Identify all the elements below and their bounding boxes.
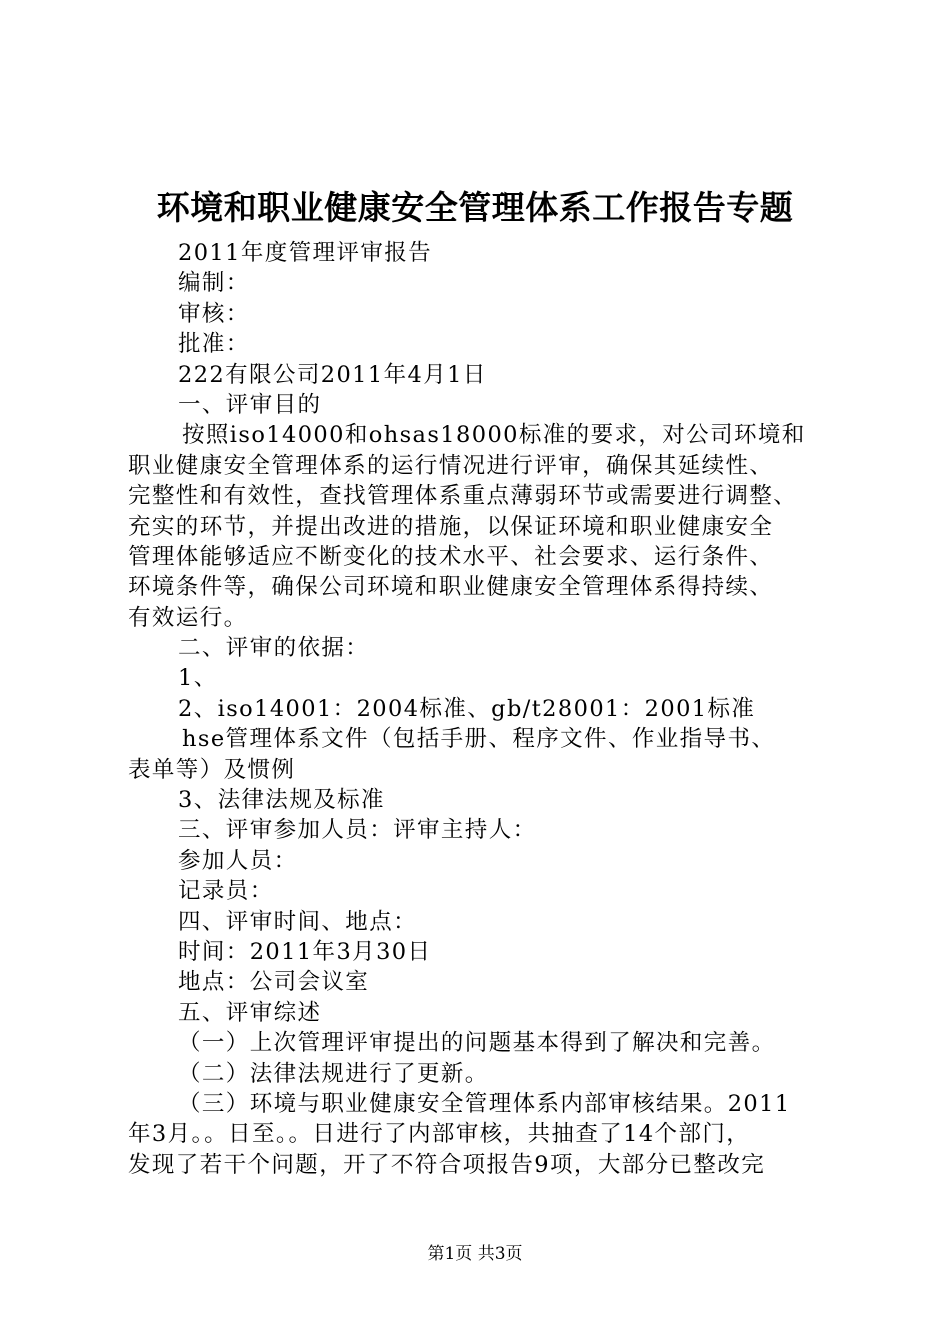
paragraph-line: 年3月。。日至。。日进行了内部审核，共抽查了14个部门， xyxy=(128,1121,751,1148)
paragraph-line: 职业健康安全管理体系的运行情况进行评审，确保其延续性、 xyxy=(128,452,774,479)
section-heading: 三、评审参加人员：评审主持人： xyxy=(178,817,537,844)
summary-item: （三）环境与职业健康安全管理体系内部审核结果。2011 xyxy=(178,1090,791,1117)
time-line: 时间：2011年3月30日 xyxy=(178,938,432,965)
list-item: 3、法律法规及标准 xyxy=(178,787,385,814)
paragraph-line: 表单等）及惯例 xyxy=(128,756,296,783)
section-heading: 四、评审时间、地点： xyxy=(178,908,418,935)
company-date-line: 222有限公司2011年4月1日 xyxy=(178,361,487,388)
document-title: 环境和职业健康安全管理体系工作报告专题 xyxy=(156,188,794,227)
list-item: 1、 xyxy=(178,665,218,692)
list-item: 2、iso14001：2004标准、gb/t28001：2001标准 xyxy=(178,695,756,722)
approved-by-line: 批准： xyxy=(178,331,250,358)
report-year-line: 2011年度管理评审报告 xyxy=(178,240,433,266)
document-body xyxy=(128,238,838,1180)
paragraph-line: 管理体能够适应不断变化的技术水平、社会要求、运行条件、 xyxy=(128,543,774,570)
location-line: 地点：公司会议室 xyxy=(178,969,370,996)
participants-line: 参加人员： xyxy=(178,847,298,874)
paragraph-line: 完整性和有效性，查找管理体系重点薄弱环节或需要进行调整、 xyxy=(128,483,798,510)
prepared-by-line: 编制： xyxy=(178,270,250,297)
section-heading: 二、评审的依据： xyxy=(178,635,370,662)
reviewed-by-line: 审核： xyxy=(178,300,250,327)
section-heading: 五、评审综述 xyxy=(178,999,322,1026)
summary-item: （一）上次管理评审提出的问题基本得到了解决和完善。 xyxy=(178,1030,776,1057)
summary-item: （二）法律法规进行了更新。 xyxy=(178,1060,489,1087)
section-heading: 一、评审目的 xyxy=(178,391,322,418)
recorder-line: 记录员： xyxy=(178,878,274,905)
paragraph-line: 按照iso14000和ohsas18000标准的要求，对公司环境和 xyxy=(182,422,806,449)
paragraph-line: 环境条件等，确保公司环境和职业健康安全管理体系得持续、 xyxy=(128,574,774,601)
paragraph-line: 充实的环节，并提出改进的措施，以保证环境和职业健康安全 xyxy=(128,513,774,540)
paragraph-line: hse管理体系文件（包括手册、程序文件、作业指导书、 xyxy=(182,726,776,753)
paragraph-line: 有效运行。 xyxy=(128,604,248,631)
page-footer: 第1页 共3页 xyxy=(427,1244,523,1264)
paragraph-line: 发现了若干个问题，开了不符合项报告9项，大部分已整改完 xyxy=(128,1151,766,1178)
